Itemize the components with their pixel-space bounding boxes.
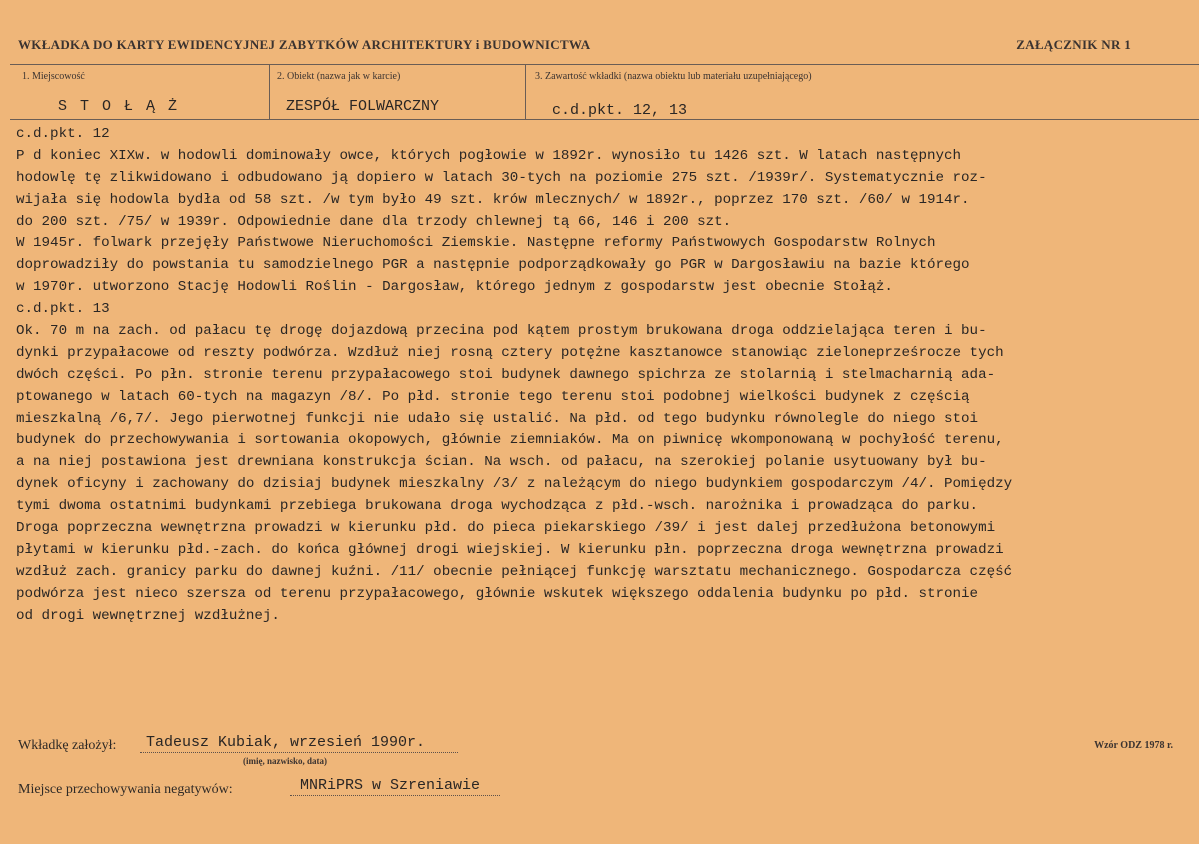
body-line: tymi dwoma ostatnimi budynkami przebiega brukowana droga wychodząca z płd.-wsch. narożnika i prowadząca do parku. (16, 498, 979, 515)
body-line: Ok. 70 m na zach. od pałacu tę drogę dojazdową przecina pod kątem prostym brukowana droga oddzielająca teren i bu- (16, 323, 987, 340)
body-line: a na niej postawiona jest drewniana konstrukcja ścian. Na wsch. od pałacu, na szerokiej polanie usytuowany był bu- (16, 454, 987, 471)
body-line: wijała się hodowla bydła od 58 szt. /w tym było 49 szt. krów mlecznych/ w 1892r., poprzez 170 szt. /60/ w 1914r. (16, 191, 970, 208)
locality-label: 1. Miejscowość (22, 71, 85, 82)
body-line: budynek do przechowywania i sortowania okopowych, głównie ziemniaków. Ma on piwnicę wkomponowaną w pochyłość terenu, (16, 432, 1004, 449)
header-rule-top (10, 64, 1199, 65)
founder-label: Wkładkę założył: (18, 738, 117, 753)
body-line: ptowanego w latach 60-tych na magazyn /8/. Po płd. stronie tego terenu stoi podobnej wielkości budynek z częścią (16, 388, 970, 405)
founder-value: Tadeusz Kubiak, wrzesień 1990r. (146, 734, 426, 751)
body-line: c.d.pkt. 13 (16, 301, 110, 318)
body-line: do 200 szt. /75/ w 1939r. Odpowiednie dane dla trzody chlewnej tą 66, 146 i 200 szt. (16, 213, 732, 230)
header-divider-2 (525, 64, 526, 120)
header-rule-bottom (10, 119, 1199, 120)
body-line: W 1945r. folwark przejęły Państwowe Nieruchomości Ziemskie. Następne reformy Państwowych Gospodarstw Rolnych (16, 235, 936, 252)
body-line: dwóch części. Po płn. stronie terenu przypałacowego stoi budynek dawnego spichrza ze stolarnią i stelmacharnią ada- (16, 366, 996, 383)
body-line: od drogi wewnętrznej wzdłużnej. (16, 607, 280, 624)
storage-dotted-line (290, 795, 500, 796)
storage-value: MNRiPRS w Szreniawie (300, 777, 481, 794)
body-line: mieszkalną /6,7/. Jego pierwotnej funkcji nie udało się ustalić. Na płd. od tego budynku równolegle do niego stoi (16, 410, 979, 427)
body-line: hodowlę tę zlikwidowano i odbudowano ją dopiero w latach 30-tych na poziomie 275 szt. /1939r/. Systematycznie roz- (16, 169, 987, 186)
contents-label: 3. Zawartość wkładki (nazwa obiektu lub materiału uzupełniającego) (535, 71, 812, 82)
founder-dotted-line (140, 752, 458, 753)
annex-number: ZAŁĄCZNIK NR 1 (1016, 37, 1131, 52)
body-line: c.d.pkt. 12 (16, 126, 110, 142)
object-label: 2. Obiekt (nazwa jak w karcie) (277, 71, 401, 82)
storage-label: Miejsce przechowywania negatywów: (18, 782, 233, 797)
body-line: dynki przypałacowe od reszty podwórza. Wzdłuż niej rosną cztery potężne kasztanowce stanowiąc zieloneprześrocze tych (16, 344, 1004, 361)
contents-value: c.d.pkt. 12, 13 (552, 102, 688, 119)
founder-sub-label: (imię, nazwisko, data) (243, 756, 327, 766)
body-line: P d koniec XIXw. w hodowli dominowały owce, których pogłowie w 1892r. wynosiło tu 1426 szt. W latach następnych (16, 147, 962, 164)
form-version: Wzór ODZ 1978 r. (1094, 740, 1173, 751)
body-line: podwórza jest nieco szersza od terenu przypałacowego, głównie wskutek większego oddalenia budynku po płd. stronie (16, 585, 979, 602)
header-divider-1 (269, 64, 270, 120)
body-line: doprowadziły do powstania tu samodzielnego PGR a następnie podporządkowały go PGR w Dargosławiu na bazie którego (16, 257, 970, 274)
body-line: dynek oficyny i zachowany do dzisiaj budynek mieszkalny /3/ z należącym do niego budynkiem gospodarczym /4/. Pomiędzy (16, 476, 1013, 493)
locality-value: S T O Ł Ą Ż (58, 98, 180, 115)
body-line: płytami w kierunku płd.-zach. do końca głównej drogi wiejskiej. W kierunku płn. poprzeczna droga wewnętrzna prowadzi (16, 541, 1004, 558)
body-line: wzdłuż zach. granicy parku do dawnej kuźni. /11/ obecnie pełniącej funkcję warsztatu mechanicznego. Gospodarcza część (16, 563, 1013, 580)
body-text (16, 124, 1196, 627)
body-line: w 1970r. utworzono Stację Hodowli Roślin - Dargosław, którego jednym z gospodarstw jest obecnie Stołąż. (16, 279, 893, 296)
card-title: WKŁADKA DO KARTY EWIDENCYJNEJ ZABYTKÓW ARCHITEKTURY i BUDOWNICTWA (18, 37, 591, 52)
body-line: Droga poprzeczna wewnętrzna prowadzi w kierunku płd. do pieca piekarskiego /39/ i jest dalej przedłużona betonowymi (16, 520, 996, 537)
object-value: ZESPÓŁ FOLWARCZNY (286, 98, 440, 115)
